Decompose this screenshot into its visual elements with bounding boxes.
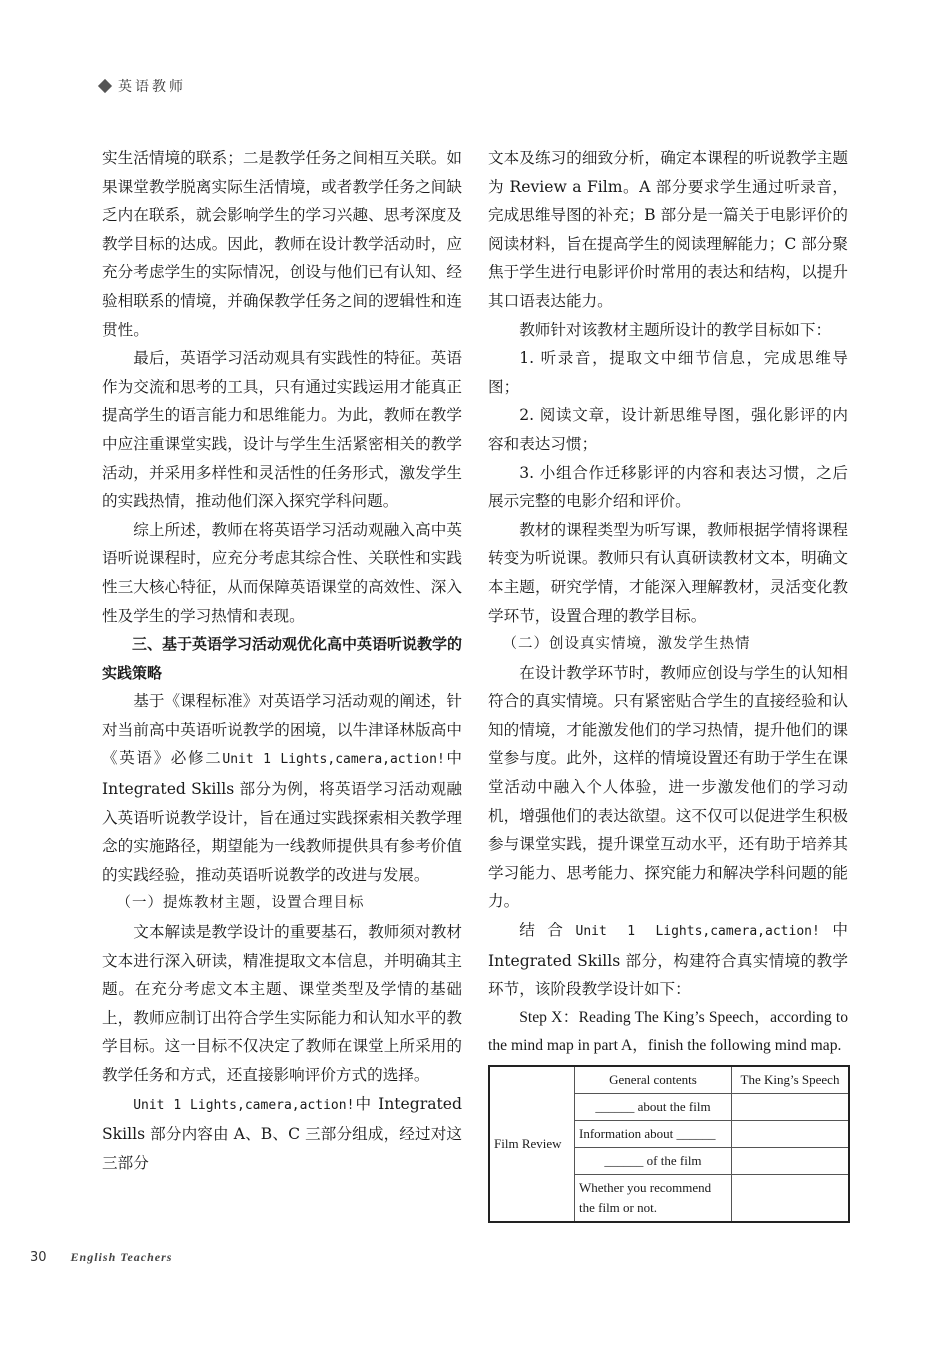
objective-item: 1. 听录音，提取文中细节信息，完成思维导图；	[488, 349, 848, 396]
column-header-general: General contents	[575, 1066, 732, 1094]
journal-title: 英语教师	[118, 79, 186, 95]
objective-item: 2. 阅读文章，设计新思维导图，强化影评的内容和表达习惯；	[488, 406, 848, 453]
paragraph: 教材的课程类型为听写课，教师根据学情将课程转变为听说课。教师只有认真研读教材文本，明确文本主题，研究学情，才能深入理解教材，灵活变化教学环节，设置合理的教学目标。	[488, 520, 848, 625]
table-cell: Whether you recommend the film or not.	[575, 1175, 732, 1223]
paragraph: 基于《课程标准》对英语学习活动观的阐述，针对当前高中英语听说教学的困境，以牛津译林版高中《英语》必修二Unit 1 Lights,camera,action!中 Integrated Skills 部分为例，将英语学习活动观融入英语听说教学设计，旨在通过实践探索相关教学理念的实施路径，期望能为一线教师提供具有参考价值的实践经验，推动英语听说教学的改进与发展。	[102, 692, 462, 884]
answer-cell[interactable]	[732, 1121, 850, 1148]
unit-title: Unit 1 Lights,camera,action!	[133, 1097, 355, 1113]
running-header	[100, 76, 186, 96]
answer-cell[interactable]	[732, 1094, 850, 1121]
paragraph: 实生活情境的联系；二是教学任务之间相互关联。如果课堂教学脱离实际生活情境，或者教学任务之间缺乏内在联系，就会影响学生的学习兴趣、思考深度及教学目标的达成。因此，教师在设计教学活动时，应充分考虑学生的实际情况，创设与他们已有认知、经验相联系的情境，并确保教学任务之间的逻辑性和连贯性。	[102, 149, 462, 339]
paragraph: 文本及练习的细致分析，确定本课程的听说教学主题为 Review a Film。A 部分要求学生通过听录音，完成思维导图的补充；B 部分是一篇关于电影评价的阅读材料，旨在提高学生的阅读理解能力；C 部分聚焦于学生进行电影评价时常用的表达和结构，以提升其口语表达能力。	[488, 149, 848, 310]
answer-cell[interactable]	[732, 1148, 850, 1175]
step-instruction: Step X：Reading The King’s Speech，according to the mind map in part A，finish the following mind map.	[488, 1008, 848, 1055]
page-number: 30	[30, 1250, 47, 1265]
section-heading: 三、基于英语学习活动观优化高中英语听说教学的实践策略	[102, 635, 463, 682]
right-column	[488, 144, 848, 1223]
answer-cell[interactable]	[732, 1175, 850, 1223]
left-column	[102, 144, 462, 1177]
row-header-film-review: Film Review	[489, 1066, 575, 1222]
unit-title: Unit 1 Lights,camera,action!	[222, 752, 445, 768]
column-header-film: The King’s Speech	[732, 1066, 850, 1094]
paragraph: 最后，英语学习活动观具有实践性的特征。英语作为交流和思考的工具，只有通过实践运用才能真正提高学生的语言能力和思维能力。为此，教师在教学中应注重课堂实践，设计与学生生活紧密相关的教学活动，并采用多样性和灵活性的任务形式，激发学生的实践热情，推动他们深入探究学科问题。	[102, 349, 462, 511]
table-cell: ______ about the film	[575, 1094, 732, 1121]
subsection-heading: （二）创设真实情境，激发学生热情	[502, 636, 751, 653]
unit-title: Unit 1 Lights,camera,action!	[575, 924, 820, 940]
paragraph: 结合Unit 1 Lights,camera,action!中 Integrated Skills 部分，构建符合真实情境的教学环节，该阶段教学设计如下：	[488, 921, 848, 999]
paragraph: 在设计教学环节时，教师应创设与学生的认知相符合的真实情境。只有紧密贴合学生的直接经验和认知的情境，才能激发他们的学习热情，提升他们的课堂参与度。此外，这样的情境设置还有助于学生在课堂活动中融入个人体验，进一步激发他们的学习动机，增强他们的表达欲望。这不仅可以促进学生积极参与课堂实践，提升课堂互动水平，还有助于培养其学习能力、思考能力、探究能力和解决学科问题的能力。	[488, 663, 848, 911]
objective-item: 3. 小组合作迁移影评的内容和表达习惯，之后展示完整的电影介绍和评价。	[488, 463, 848, 511]
paragraph: Unit 1 Lights,camera,action!中 Integrated Skills 部分内容由 A、B、C 三部分组成，经过对这三部分	[102, 1094, 462, 1172]
journal-name-en: English Teachers	[70, 1250, 173, 1264]
mind-map-table	[488, 1065, 850, 1223]
page-footer	[30, 1250, 172, 1265]
paragraph: 文本解读是教学设计的重要基石，教师须对教材文本进行深入研读，精准提取文本信息，并明确其主题。在充分考虑文本主题、课堂类型及学情的基础上，教师应制订出符合学生实际能力和认知水平的教学目标。这一目标不仅决定了教师在课堂上所采用的教学任务和方式，还直接影响评价方式的选择。	[102, 923, 462, 1084]
diamond-icon	[98, 79, 112, 93]
subsection-heading: （一）提炼教材主题，设置合理目标	[116, 895, 365, 912]
table-cell: ______ of the film	[575, 1148, 732, 1175]
paragraph: 综上所述，教师在将英语学习活动观融入高中英语听说课程时，应充分考虑其综合性、关联性和实践性三大核心特征，从而保障英语课堂的高效性、深入性及学生的学习热情和表现。	[102, 520, 462, 625]
table-cell: Information about ______	[575, 1121, 732, 1148]
paragraph: 教师针对该教材主题所设计的教学目标如下：	[519, 320, 832, 339]
